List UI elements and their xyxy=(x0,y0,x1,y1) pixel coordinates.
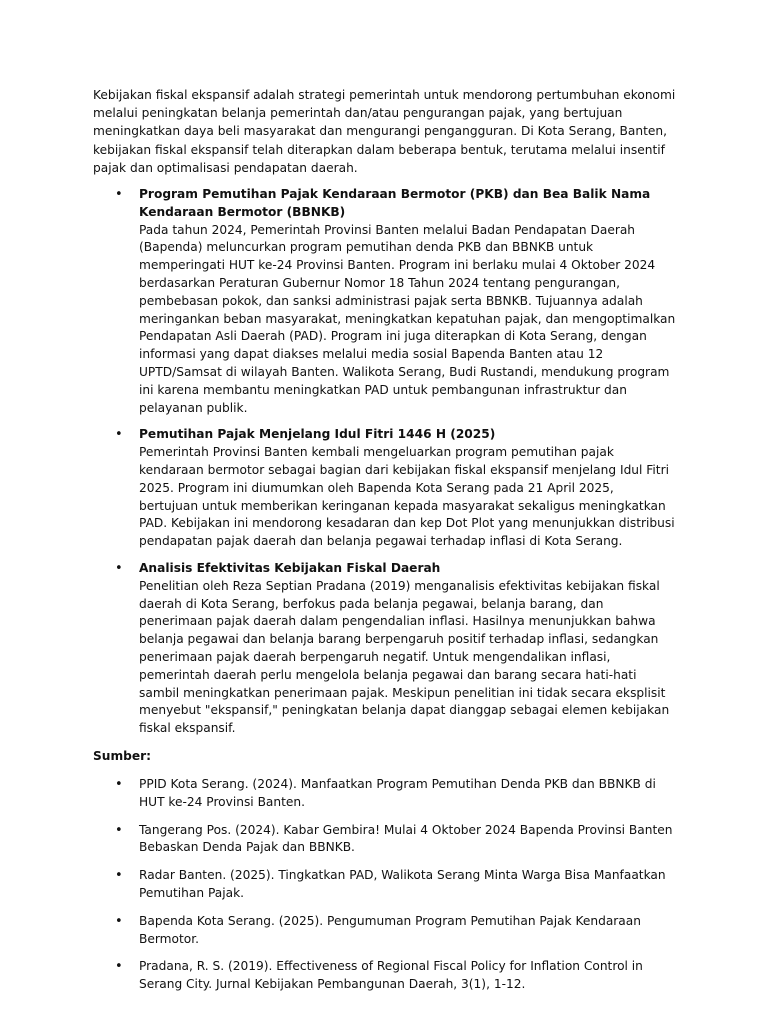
item-body: Penelitian oleh Reza Septian Pradana (2019) menganalisis efektivitas kebijakan fiskal daerah di Kota Serang, berfokus pada belanja pegawai, belanja barang, dan penerimaan pajak daerah dalam pengendalian inflasi. Hasilnya menunjukkan bahwa belanja pegawai dan belanja barang berpengaruh positif terhadap inflasi, sedangkan penerimaan pajak daerah berpengaruh negatif. Untuk mengendalikan inflasi, pemerintah daerah perlu mengelola belanja pegawai dan barang secara hati-hati sambil meningkatkan penerimaan pajak. Meskipun penelitian ini tidak secara eksplisit menyebut "ekspansif," peningkatan belanja dapat dianggap sebagai elemen kebijakan fiskal ekspansif. xyxy=(139,578,670,736)
intro-paragraph: Kebijakan fiskal ekspansif adalah strategi pemerintah untuk mendorong pertumbuhan ekonomi melalui peningkatan belanja pemerintah dan/atau pengurangan pajak, yang bertujuan meningkatkan daya beli masyarakat dan mengurangi pengangguran. Di Kota Serang, Banten, kebijakan fiskal ekspansif telah diterapkan dalam beberapa bentuk, terutama melalui insentif pajak dan optimalisasi pendapatan daerah. xyxy=(93,88,676,175)
sources-heading: Sumber: xyxy=(93,748,152,763)
source-item: • Tangerang Pos. (2024). Kabar Gembira! Mulai 4 Oktober 2024 Bapenda Provinsi Banten Bebaskan Denda Pajak dan BBNKB. xyxy=(93,822,676,858)
item-title: • Pemutihan Pajak Menjelang Idul Fitri 1446 H (2025) xyxy=(139,427,496,442)
source-item: • Radar Banten. (2025). Tingkatkan PAD, Walikota Serang Minta Warga Bisa Manfaatkan Pemutihan Pajak. xyxy=(93,867,676,903)
item-title: • Program Pemutihan Pajak Kendaraan Bermotor (PKB) dan Bea Balik Nama Kendaraan Bermotor (BBNKB) xyxy=(139,187,651,219)
sources-list xyxy=(93,776,676,994)
list-item xyxy=(93,560,676,738)
source-item: • Pradana, R. S. (2019). Effectiveness of Regional Fiscal Policy for Inflation Control in Serang City. Jurnal Kebijakan Pembangunan Daerah, 3(1), 1-12. xyxy=(93,958,676,994)
source-item: • PPID Kota Serang. (2024). Manfaatkan Program Pemutihan Denda PKB dan BBNKB di HUT ke-24 Provinsi Banten. xyxy=(93,776,676,812)
source-item: • Bapenda Kota Serang. (2025). Pengumuman Program Pemutihan Pajak Kendaraan Bermotor. xyxy=(93,913,676,949)
item-title: • Analisis Efektivitas Kebijakan Fiskal Daerah xyxy=(139,560,441,575)
list-item xyxy=(93,426,676,551)
policy-list xyxy=(93,186,676,738)
list-item xyxy=(93,186,676,417)
item-body: Pada tahun 2024, Pemerintah Provinsi Banten melalui Badan Pendapatan Daerah (Bapenda) meluncurkan program pemutihan denda PKB dan BBNKB untuk memperingati HUT ke-24 Provinsi Banten. Program ini berlaku mulai 4 Oktober 2024 berdasarkan Peraturan Gubernur Nomor 18 Tahun 2024 tentang pengurangan, pembebasan pokok, dan sanksi administrasi pajak serta BBNKB. Tujuannya adalah meringankan beban masyarakat, meningkatkan kepatuhan pajak, dan mengoptimalkan Pendapatan Asli Daerah (PAD). Program ini juga diterapkan di Kota Serang, dengan informasi yang dapat diakses melalui media sosial Bapenda Banten atau 12 UPTD/Samsat di wilayah Banten. Walikota Serang, Budi Rustandi, mendukung program ini karena membantu meningkatkan PAD untuk pembangunan infrastruktur dan pelayanan publik. xyxy=(139,222,676,415)
item-body: Pemerintah Provinsi Banten kembali mengeluarkan program pemutihan pajak kendaraan bermotor sebagai bagian dari kebijakan fiskal ekspansif menjelang Idul Fitri 2025. Program ini diumumkan oleh Bapenda Kota Serang pada 21 April 2025, bertujuan untuk memberikan keringanan kepada masyarakat sekaligus meningkatkan PAD. Kebijakan ini mendorong kesadaran dan kep Dot Plot yang menunjukkan distribusi pendapatan pajak daerah dan belanja pegawai terhadap inflasi di Kota Serang. xyxy=(139,445,675,549)
